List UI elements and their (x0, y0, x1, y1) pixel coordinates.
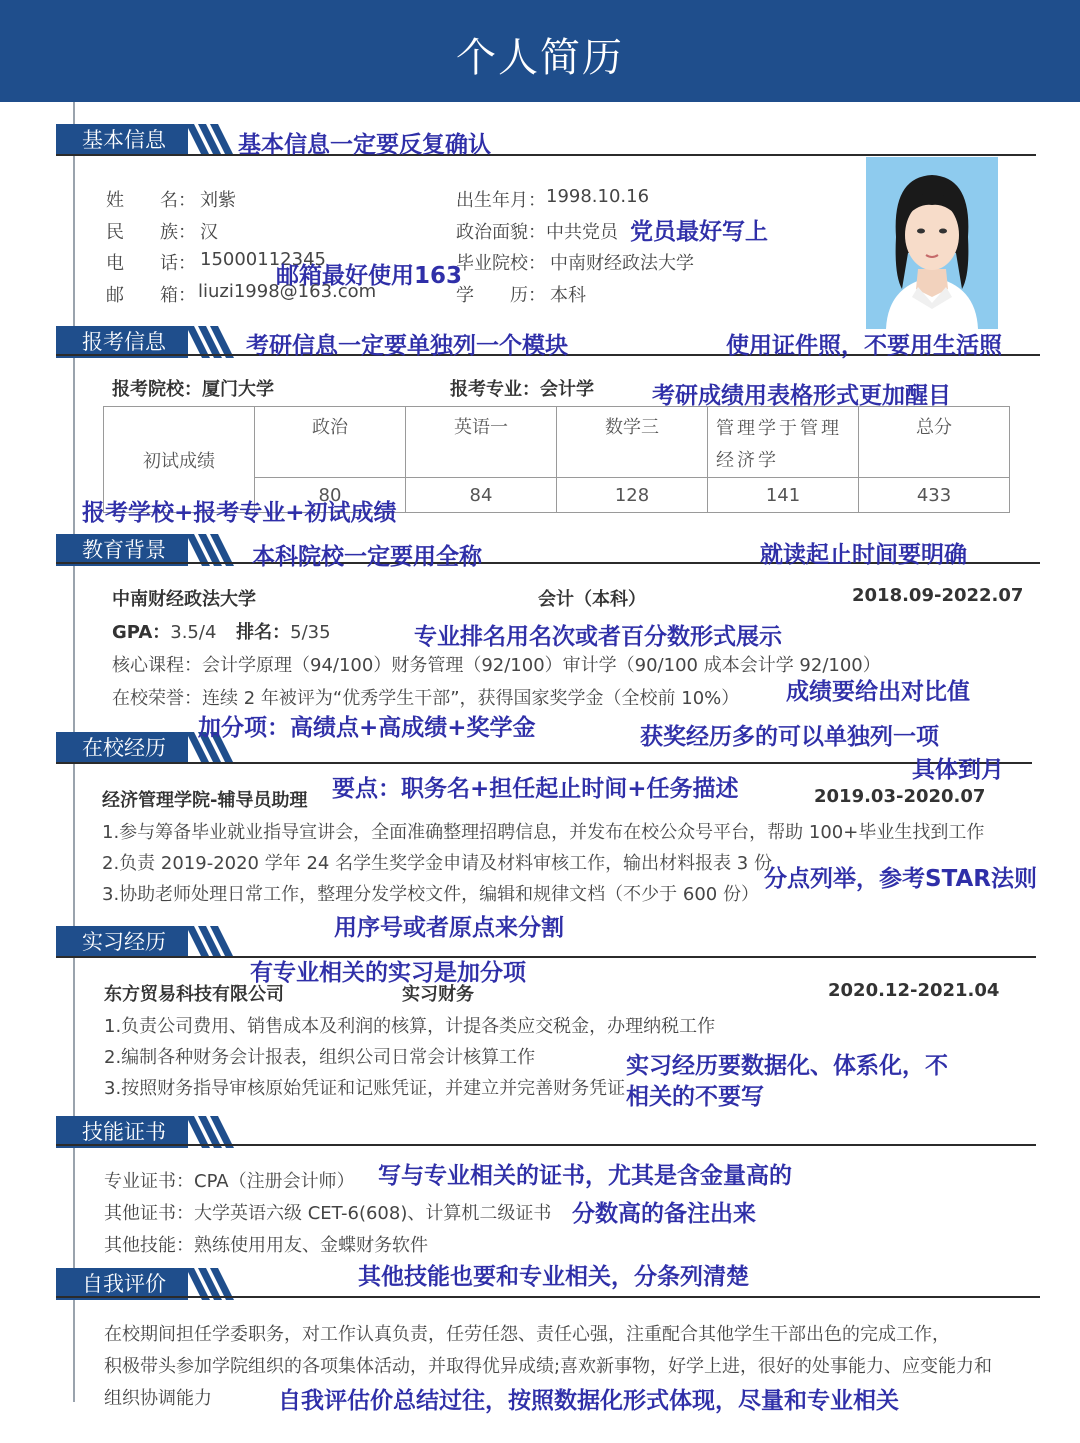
score-total: 433 (859, 478, 1010, 513)
note-intern-data-2: 相关的不要写 (626, 1084, 764, 1110)
degree-value: 本科 (550, 285, 586, 306)
subject-management (708, 407, 859, 478)
school-label: 毕业院校： (456, 253, 546, 274)
section-line (56, 154, 1036, 156)
note-by-month: 具体到月 (912, 757, 1004, 783)
note-id-photo: 使用证件照，不要用生活照 (726, 333, 1002, 359)
subject-management-line1: 管理学于管理 (716, 418, 842, 439)
intern-item-2: 2.编制各种财务会计报表，组织公司日常会计核算工作 (104, 1047, 536, 1068)
email-value: liuzi1998@163.com (198, 281, 377, 302)
exam-school: 报考院校：厦门大学 (112, 379, 274, 400)
skills-pro-cert: 专业证书：CPA（注册会计师） (104, 1171, 355, 1192)
self-line-3: 组织协调能力 (104, 1388, 212, 1409)
section-tab-skills: 技能证书 (56, 1116, 188, 1148)
skills-other-cert: 其他证书：大学英语六级 CET-6(608)、计算机二级证书 (104, 1203, 552, 1224)
note-numbering: 用序号或者原点来分割 (334, 915, 564, 941)
edu-gpa (112, 618, 331, 644)
section-tab-exam: 报考信息 (56, 326, 188, 358)
edu-honors: 在校荣誉：连续 2 年被评为“优秀学生干部”，获得国家奖学金（全校前 10%） (112, 688, 740, 709)
skills-other-skill: 其他技能：熟练使用用友、金蝶财务软件 (104, 1235, 428, 1256)
subject-politics: 政治 (255, 407, 406, 478)
note-certificates: 写与专业相关的证书，尤其是含金量高的 (378, 1163, 792, 1189)
edu-courses: 核心课程：会计学原理（94/100）财务管理（92/100）审计学（90/100 成本会计学 92/100） (112, 655, 881, 676)
campus-period: 2019.03-2020.07 (814, 786, 986, 807)
campus-item-2: 2.负责 2019-2020 学年 24 名学生奖学金申请及材料审核工作，输出材料报表 3 份 (102, 853, 772, 874)
section-tab-self: 自我评价 (56, 1268, 188, 1300)
note-ranking: 专业排名用名次或者百分数形式展示 (414, 624, 782, 650)
note-key-points: 要点：职务名+担任起止时间+任务描述 (332, 776, 739, 802)
note-exam-module: 考研信息一定要单独列一个模块 (246, 333, 568, 359)
note-basic-info: 基本信息一定要反复确认 (238, 132, 491, 158)
phone-label: 电 话： (106, 253, 196, 274)
email-label: 邮 箱： (106, 285, 196, 306)
stripes-icon (186, 926, 234, 958)
exam-major: 报考专业：会计学 (450, 379, 594, 400)
note-relevant-intern: 有专业相关的实习是加分项 (250, 960, 526, 986)
self-line-1-text: 在校期间担任学委职务，对工作认真负责，任劳任怨、责任心强，注重配合其他学生干部出色的完成 (104, 1324, 896, 1345)
gpa-value: 3.5/4 (170, 622, 217, 643)
note-other-skills: 其他技能也要和专业相关，分条列清楚 (358, 1264, 749, 1290)
phone-value: 15000112345 (200, 249, 326, 270)
score-row-label: 初试成绩 (104, 407, 255, 513)
section-line (56, 1296, 1040, 1298)
section-line (56, 956, 1036, 958)
subject-management-line2: 经济学 (716, 450, 779, 471)
note-self-eval: 自我评估价总结过往，按照数据化形式体现，尽量和专业相关 (278, 1382, 899, 1415)
ethnicity-value: 汉 (200, 222, 218, 243)
political-label: 政治面貌： (456, 222, 546, 243)
name-label: 姓 名： (106, 190, 196, 211)
section-line (56, 762, 1032, 764)
campus-item-3: 3.协助老师处理日常工作，整理分发学校文件，编辑和规律文档（不少于 600 份） (102, 884, 759, 905)
note-star: 分点列举，参考STAR法则 (764, 866, 1037, 892)
self-line-2: 积极带头参加学院组织的各项集体活动，并取得优异成绩;喜欢新事物，好学上进，很好的处事能力、应变能力和 (104, 1356, 993, 1377)
intern-company: 东方贸易科技有限公司 (104, 984, 284, 1005)
score-politics: 80 (255, 478, 406, 513)
note-exam-summary: 报考学校+报考专业+初试成绩 (82, 500, 397, 526)
political-value: 中共党员 (546, 222, 618, 243)
campus-org: 经济管理学院-辅导员助理 (102, 790, 308, 811)
stripes-icon (186, 124, 234, 156)
subject-total: 总分 (859, 407, 1010, 478)
note-high-scores: 分数高的备注出来 (572, 1201, 756, 1227)
intern-item-1: 1.负责公司费用、销售成本及利润的核算，计提各类应交税金，办理纳税工作 (104, 1016, 716, 1037)
campus-item-1: 1.参与筹备毕业就业指导宣讲会，全面准确整理招聘信息，并发布在校公众号平台，帮助 100+毕业生找到工作 (102, 822, 985, 843)
portrait-icon (866, 157, 998, 329)
section-tab-intern: 实习经历 (56, 926, 188, 958)
subject-math: 数学三 (557, 407, 708, 478)
intern-role: 实习财务 (402, 984, 474, 1005)
score-math: 128 (557, 478, 708, 513)
subject-english: 英语一 (406, 407, 557, 478)
section-tab-education: 教育背景 (56, 534, 188, 566)
section-line (56, 1144, 1036, 1146)
section-tab-campus: 在校经历 (56, 732, 188, 764)
ethnicity-label: 民 族： (106, 222, 196, 243)
section-tab-basic: 基本信息 (56, 124, 188, 156)
note-study-period: 就读起止时间要明确 (760, 542, 967, 568)
score-english: 84 (406, 478, 557, 513)
birth-value: 1998.10.16 (546, 186, 650, 207)
self-line-1-end: 工作， (896, 1324, 950, 1345)
name-value: 刘紫 (200, 190, 236, 211)
note-score-table: 考研成绩用表格形式更加醒目 (652, 383, 951, 409)
note-bonus: 加分项：高绩点+高成绩+奖学金 (198, 715, 536, 741)
intern-item-3: 3.按照财务指导审核原始凭证和记账凭证，并建立并完善财务凭证 (104, 1078, 626, 1099)
note-party-member: 党员最好写上 (630, 219, 768, 245)
gpa-label: GPA： (112, 622, 171, 643)
note-awards: 获奖经历多的可以单独列一项 (640, 724, 939, 750)
score-management: 141 (708, 478, 859, 513)
id-photo (866, 157, 998, 329)
edu-period: 2018.09-2022.07 (852, 585, 1024, 606)
intern-period: 2020.12-2021.04 (828, 980, 1000, 1001)
rank-label: 排名： (236, 622, 291, 643)
page-title: 个人简历 (456, 35, 624, 81)
edu-major: 会计（本科） (538, 589, 646, 610)
note-score-compare: 成绩要给出对比值 (786, 679, 970, 705)
edu-school: 中南财经政法大学 (112, 589, 256, 610)
degree-label: 学 历： (456, 285, 546, 306)
self-line-1 (104, 1320, 950, 1346)
birth-label: 出生年月： (456, 190, 546, 211)
school-value: 中南财经政法大学 (550, 253, 694, 274)
note-intern-data-1: 实习经历要数据化、体系化，不 (626, 1053, 948, 1079)
note-email: 邮箱最好使用163 (276, 263, 463, 289)
rank-value: 5/35 (290, 622, 331, 643)
note-school-fullname: 本科院校一定要用全称 (252, 544, 482, 570)
